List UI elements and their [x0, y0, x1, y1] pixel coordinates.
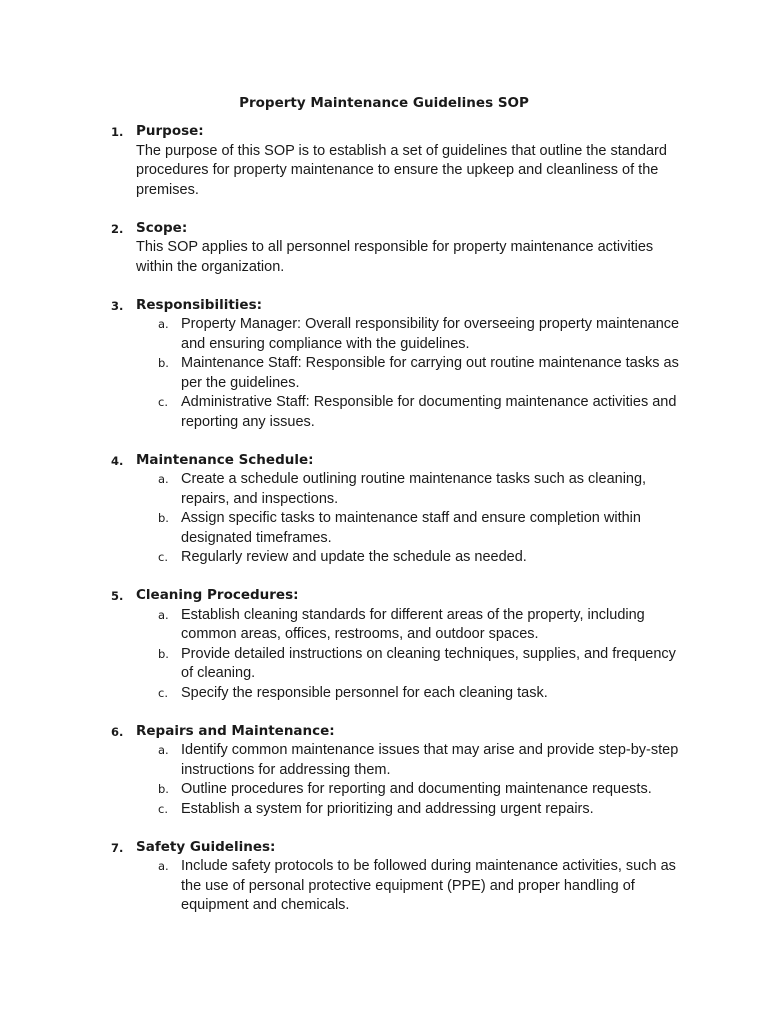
section-number: 4.: [111, 453, 124, 468]
sub-item-text: Establish cleaning standards for different areas of the property, including common areas, offices, restrooms, and outdoor spaces.: [181, 606, 645, 642]
sub-item-letter: a.: [158, 317, 169, 331]
sub-item-text: Outline procedures for reporting and documenting maintenance requests.: [181, 781, 652, 797]
section-purpose: [0, 122, 768, 200]
sub-item: [136, 354, 688, 393]
section-heading: Cleaning Procedures:: [136, 587, 299, 603]
section-number: 7.: [111, 840, 124, 855]
sub-item: [136, 509, 688, 548]
section-heading: Responsibilities:: [136, 296, 263, 313]
sub-item-text: Maintenance Staff: Responsible for carrying out routine maintenance tasks as per the guidelines.: [181, 355, 679, 391]
sub-item-list: [136, 315, 688, 432]
section-number: 1.: [111, 125, 124, 139]
sub-item-text: Include safety protocols to be followed during maintenance activities, such as the use of personal protective equipment (PPE) and proper handling of equipment and chemicals.: [181, 858, 676, 913]
sub-item-letter: a.: [158, 859, 169, 873]
section-cleaning-procedures: [0, 586, 768, 703]
sub-item: [136, 741, 688, 780]
sub-item-text: Identify common maintenance issues that may arise and provide step-by-step instructions for addressing them.: [181, 742, 679, 778]
sub-item-letter: b.: [158, 646, 169, 661]
sub-item-text: Create a schedule outlining routine maintenance tasks such as cleaning, repairs, and inspections.: [181, 471, 647, 507]
sub-item-text: Administrative Staff: Responsible for documenting maintenance activities and reporting any issues.: [181, 394, 677, 430]
sub-item: [136, 645, 688, 684]
sub-item-list: [136, 470, 688, 568]
section-heading: Repairs and Maintenance:: [136, 722, 335, 739]
sub-item: [136, 470, 688, 509]
section-maintenance-schedule: [0, 451, 768, 568]
sub-item-letter: b.: [158, 782, 169, 796]
sub-item: [136, 780, 688, 800]
document-title: Property Maintenance Guidelines SOP: [239, 95, 529, 111]
section-repairs-and-maintenance: [0, 722, 768, 820]
sub-item: [136, 857, 688, 916]
sub-item-text: Assign specific tasks to maintenance staff and ensure completion within designated timeframes.: [181, 510, 641, 546]
sub-item: [136, 548, 688, 568]
sub-item: [136, 800, 688, 820]
section-number: 5.: [111, 589, 124, 603]
section-number: 6.: [111, 724, 124, 739]
sub-item-letter: b.: [158, 511, 169, 525]
section-heading: Maintenance Schedule:: [136, 451, 314, 468]
sub-item-text: Regularly review and update the schedule as needed.: [181, 549, 527, 565]
sub-item-letter: c.: [158, 801, 168, 816]
sub-item-letter: a.: [158, 743, 169, 757]
sub-item-list: [136, 606, 688, 704]
sub-item-list: [136, 857, 688, 916]
section-heading: Safety Guidelines:: [136, 838, 276, 855]
section-responsibilities: [0, 296, 768, 433]
section-safety-guidelines: [0, 838, 768, 916]
sub-item: [136, 606, 688, 645]
sub-item: [136, 684, 688, 704]
section-list: [0, 122, 768, 934]
section-body: The purpose of this SOP is to establish a set of guidelines that outline the standard procedures for property maintenance to ensure the upkeep and cleanliness of the premises.: [136, 142, 667, 198]
sub-item-letter: b.: [158, 356, 169, 370]
sub-item-text: Provide detailed instructions on cleaning techniques, supplies, and frequency of cleaning.: [181, 645, 676, 681]
sub-item-list: [136, 741, 688, 819]
section-heading: Purpose:: [136, 123, 204, 139]
section-number: 2.: [111, 221, 124, 236]
sub-item-letter: c.: [158, 395, 168, 409]
section-body: This SOP applies to all personnel responsible for property maintenance activities within the organization.: [136, 239, 654, 275]
section-number: 3.: [111, 298, 124, 313]
sub-item-text: Property Manager: Overall responsibility for overseeing property maintenance and ensuring compliance with the guidelines.: [181, 316, 680, 352]
section-heading: Scope:: [136, 219, 188, 236]
sub-item: [136, 315, 688, 354]
sub-item-text: Specify the responsible personnel for each cleaning task.: [181, 684, 548, 701]
sub-item-text: Establish a system for prioritizing and addressing urgent repairs.: [181, 800, 594, 817]
sub-item-letter: a.: [158, 607, 169, 622]
sub-item-letter: a.: [158, 472, 169, 486]
sub-item-letter: c.: [158, 685, 168, 700]
section-scope: [0, 219, 768, 278]
sub-item-letter: c.: [158, 550, 168, 564]
sub-item: [136, 393, 688, 432]
